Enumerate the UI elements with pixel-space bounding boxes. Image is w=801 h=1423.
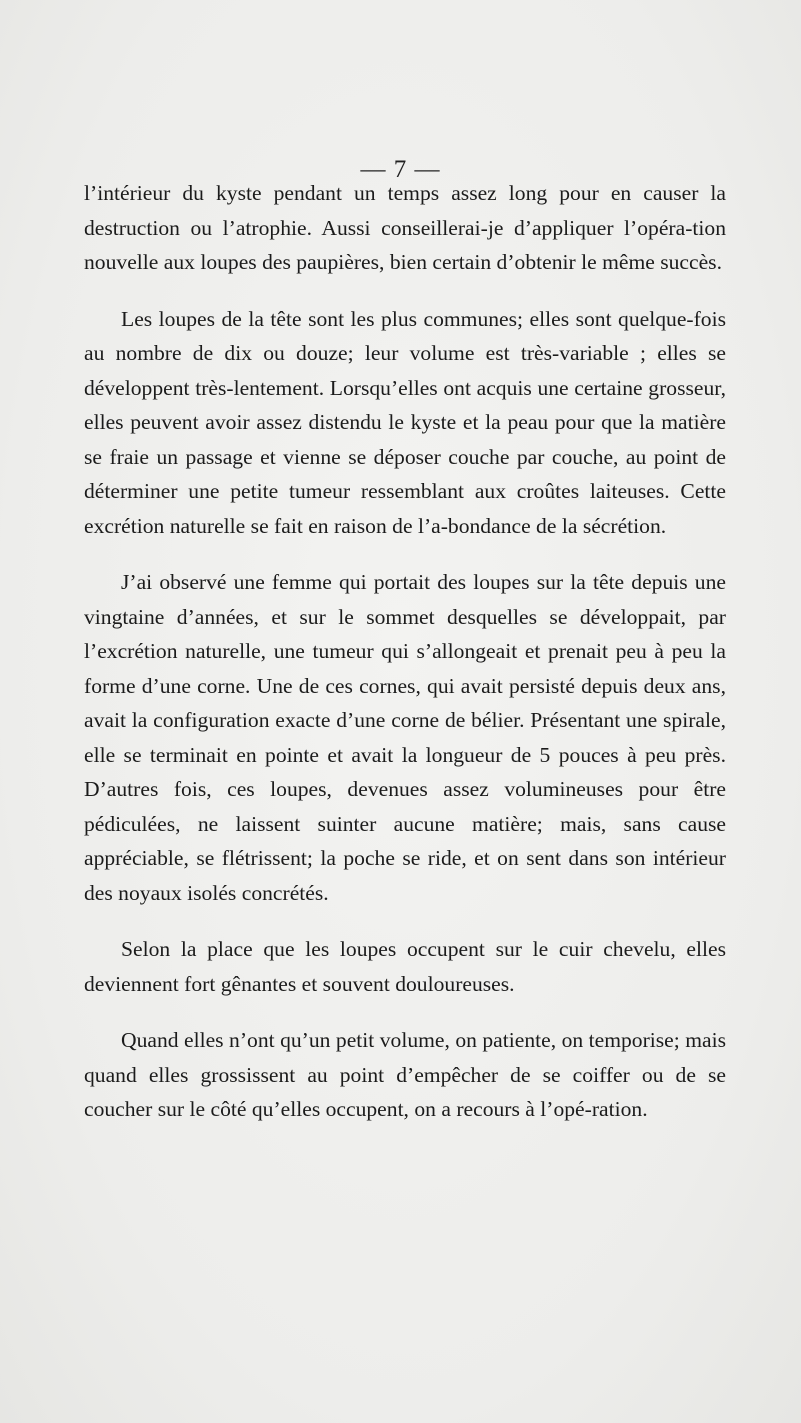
paragraph-cuir-chevelu: Selon la place que les loupes occupent sur le cuir chevelu, elles deviennent fort gênantes et souvent douloureuses. bbox=[84, 937, 726, 996]
paragraph-loupes-tete: Les loupes de la tête sont les plus communes; elles sont quelque-fois au nombre de dix ou douze; leur volume est très-variable ; elles se développent très-lentement. Lorsqu’elles ont acquis une certaine grosseur, elles peuvent avoir assez distendu le kyste et la peau pour que la matière se fraie un passage et vienne se déposer couche par couche, au point de déterminer une petite tumeur ressemblant aux croûtes laiteuses. Cette excrétion naturelle se fait en raison de l’a-bondance de la sécrétion. bbox=[84, 306, 726, 538]
paragraph-observation-corne: J’ai observé une femme qui portait des loupes sur la tête depuis une vingtaine d’années, et sur le sommet desquelles se développait, par l’excrétion naturelle, une tumeur qui s’allongeait et prenait peu à peu la forme d’une corne. Une de ces cornes, qui avait persisté depuis deux ans, avait la configuration exacte d’une corne de bélier. Présentant une spirale, elle se terminait en pointe et avait la longueur de 5 pouces à peu près. D’autres fois, ces loupes, devenues assez volumineuses pour être pédiculées, ne laissent suinter aucune matière; mais, sans cause appréciable, se flétrissent; la poche se ride, et on sent dans son intérieur des noyaux isolés concrétés. bbox=[84, 570, 726, 905]
paragraph-operation: Quand elles n’ont qu’un petit volume, on patiente, on temporise; mais quand elles grossissent au point d’empêcher de se coiffer ou de se coucher sur le côté qu’elles occupent, on a recours à l’opé-ration. bbox=[84, 1028, 726, 1121]
body-text bbox=[84, 176, 726, 1127]
page-number: — 7 — bbox=[360, 156, 441, 183]
paragraph-continuation: l’intérieur du kyste pendant un temps assez long pour en causer la destruction ou l’atrophie. Aussi conseillerai-je d’appliquer l’opéra-tion nouvelle aux loupes des paupières, bien certain d’obtenir le même succès. bbox=[84, 181, 726, 274]
